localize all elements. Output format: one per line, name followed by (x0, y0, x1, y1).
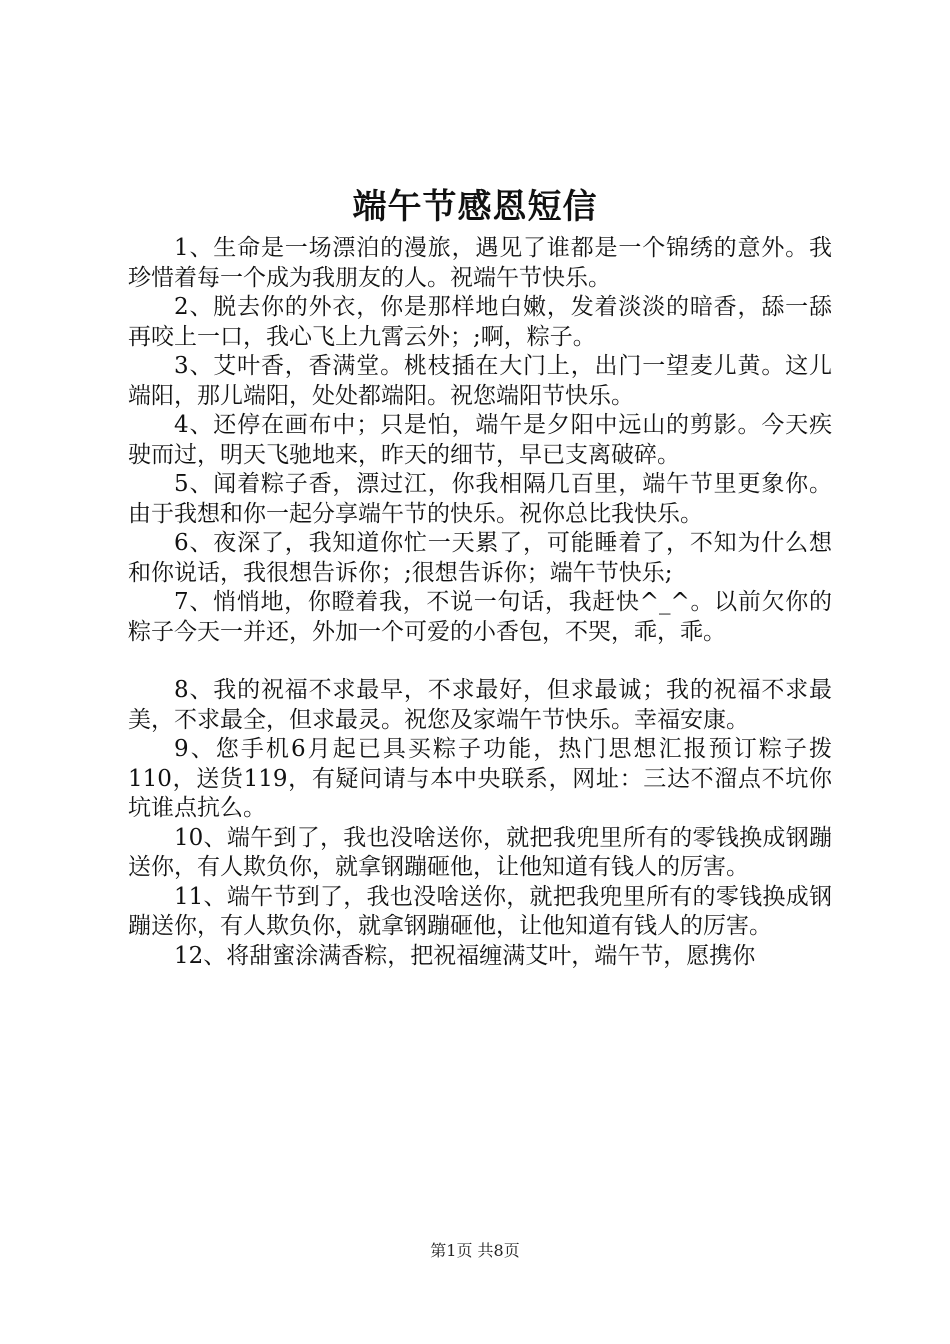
paragraph-10: 10、端午到了，我也没啥送你，就把我兜里所有的零钱换成钢蹦送你，有人欺负你，就拿钢蹦砸他，让他知道有钱人的厉害。 (128, 824, 832, 880)
document-title: 端午节感恩短信 (352, 187, 598, 227)
paragraph-1: 1、生命是一场漂泊的漫旅，遇见了谁都是一个锦绣的意外。我珍惜着每一个成为我朋友的人。祝端午节快乐。 (128, 235, 832, 291)
paragraph-4: 4、还停在画布中；只是怕，端午是夕阳中远山的剪影。今天疾驶而过，明天飞驰地来，昨天的细节，早已支离破碎。 (128, 412, 832, 468)
paragraph-3: 3、艾叶香，香满堂。桃枝插在大门上，出门一望麦儿黄。这儿端阳，那儿端阳，处处都端阳。祝您端阳节快乐。 (128, 353, 832, 409)
paragraph-6: 6、夜深了，我知道你忙一天累了，可能睡着了，不知为什么想和你说话，我很想告诉你；;很想告诉你；端午节快乐; (128, 530, 832, 586)
paragraph-12: 12、将甜蜜涂满香粽，把祝福缠满艾叶，端午节，愿携你 (174, 942, 756, 969)
paragraph-5: 5、闻着粽子香，漂过江，你我相隔几百里，端午节里更象你。由于我想和你一起分享端午节的快乐。祝你总比我快乐。 (128, 471, 832, 527)
document-body (128, 234, 832, 971)
paragraph-7: 7、悄悄地，你瞪着我，不说一句话，我赶快^_^。以前欠你的粽子今天一并还，外加一个可爱的小香包，不哭，乖，乖。 (128, 589, 832, 645)
paragraph-9: 9、您手机6月起已具买粽子功能，热门思想汇报预订粽子拨110，送货119，有疑问请与本中央联系，网址：三达不溜点不坑你坑谁点抗么。 (128, 736, 832, 821)
page-footer: 第1页 共8页 (430, 1241, 520, 1260)
paragraph-11: 11、端午节到了，我也没啥送你，就把我兜里所有的零钱换成钢蹦送你，有人欺负你，就拿钢蹦砸他，让他知道有钱人的厉害。 (128, 883, 832, 939)
paragraph-2: 2、脱去你的外衣，你是那样地白嫩，发着淡淡的暗香，舔一舔再咬上一口，我心飞上九霄云外；;啊，粽子。 (128, 294, 832, 350)
paragraph-8: 8、我的祝福不求最早，不求最好，但求最诚；我的祝福不求最美，不求最全，但求最灵。祝您及家端午节快乐。幸福安康。 (128, 677, 832, 733)
